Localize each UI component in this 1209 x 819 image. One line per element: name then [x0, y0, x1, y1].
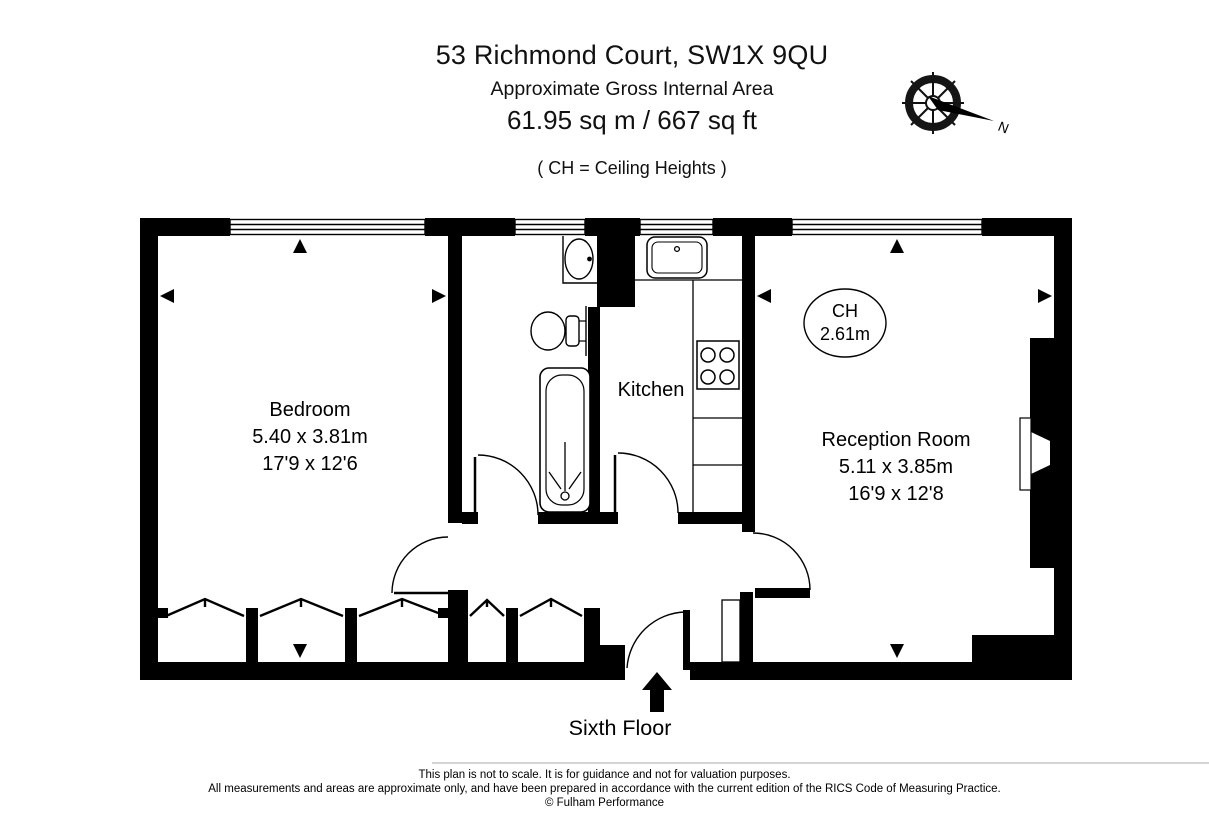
reception-arrow-down-icon [890, 644, 904, 658]
kitchen-label: Kitchen [617, 379, 685, 401]
disclaimer-line-3: © Fulham Performance [544, 797, 665, 810]
bedroom-arrow-up-icon [293, 239, 307, 253]
bedroom-closet-door-1 [166, 599, 244, 616]
floor-label: Sixth Floor [568, 716, 672, 740]
kitchen-fixtures [635, 237, 742, 512]
bedroom-dimensions-m: 5.40 x 3.81m [252, 426, 368, 448]
wall-step-entrance [584, 645, 625, 662]
hall-closet-door-1 [470, 600, 504, 616]
wall-hall-reception-lower [740, 592, 753, 663]
kitchen-window [640, 220, 713, 235]
front-door-leaf [683, 610, 690, 670]
closet-divider-3 [506, 608, 518, 662]
area-subtitle: Approximate Gross Internal Area [490, 78, 774, 100]
bathroom-door [475, 455, 538, 515]
kitchen-door [615, 453, 678, 513]
compass-north-label: N [995, 117, 1012, 137]
bedroom-window [230, 220, 425, 235]
area-value: 61.95 sq m / 667 sq ft [506, 105, 758, 135]
reception-door [753, 533, 810, 590]
compass-icon [902, 72, 1011, 137]
wall-bedroom-bathroom [448, 236, 462, 523]
fireplace-hearth [1020, 418, 1031, 490]
reception-arrow-left-icon [757, 289, 771, 303]
basin-tap [587, 257, 592, 262]
bedroom-arrow-left-icon [160, 289, 174, 303]
wall-bathroom-kitchen-upper [597, 218, 635, 307]
bedroom-closet-door-2 [260, 599, 343, 616]
wall-bathroom-bottom-right [538, 512, 600, 524]
entry-arrow-icon [642, 672, 672, 712]
hall-closet-door-2 [520, 599, 582, 616]
wall-bottom-right [690, 662, 1072, 680]
bedroom-arrow-right-icon [432, 289, 446, 303]
bedroom-label: Bedroom [269, 399, 351, 421]
wall-reception-west [742, 218, 755, 532]
disclaimer-line-2: All measurements and areas are approximate only, and have been prepared in accordance with the current edition of the RICS Code of Measuring Practice. [208, 783, 1001, 796]
wall-right [1054, 218, 1072, 680]
bedroom-closet-door-3 [359, 599, 446, 616]
front-door [627, 612, 685, 668]
bedroom-door [392, 537, 448, 593]
wall-top-2 [425, 218, 515, 236]
bedroom-arrow-down-icon [293, 644, 307, 658]
wall-bottom-left [140, 662, 625, 680]
bathroom-fixtures [531, 236, 597, 512]
wall-top-5 [982, 218, 1072, 236]
ceiling-height-label: CH [832, 301, 858, 321]
ceiling-note: ( CH = Ceiling Heights ) [537, 158, 727, 178]
ceiling-height-badge [804, 289, 886, 357]
reception-dimensions-ft: 16'9 x 12'8 [848, 483, 944, 505]
reception-arrow-up-icon [890, 239, 904, 253]
closet-divider-2 [345, 608, 357, 662]
closet-bifold-doors [166, 599, 582, 616]
bathroom-window [515, 220, 585, 235]
bedroom-dimensions-ft: 17'9 x 12'6 [262, 453, 358, 475]
toilet-cistern [566, 316, 579, 346]
wall-kitchen-bottom-left [600, 512, 618, 524]
wall-closet-stub [448, 590, 468, 662]
page-title: 53 Richmond Court, SW1X 9QU [435, 40, 829, 70]
ceiling-height-value: 2.61m [819, 324, 871, 344]
reception-arrow-right-icon [1038, 289, 1052, 303]
hob-icon [697, 341, 739, 389]
wall-left [140, 218, 158, 680]
disclaimer-line-1: This plan is not to scale. It is for guidance and not for valuation purposes. [418, 769, 791, 781]
hall-cupboard [722, 600, 740, 662]
disclaimer [0, 768, 1209, 811]
reception-dimensions-m: 5.11 x 3.85m [838, 456, 954, 478]
wall-top-1 [140, 218, 230, 236]
closet-divider-1 [246, 608, 258, 662]
reception-label: Reception Room [821, 429, 971, 451]
toilet-bowl [531, 312, 565, 350]
reception-door-leaf [755, 588, 810, 598]
sink-tap [675, 247, 680, 252]
reception-window [792, 220, 982, 235]
wall-pier-bottom-right [972, 635, 1072, 663]
